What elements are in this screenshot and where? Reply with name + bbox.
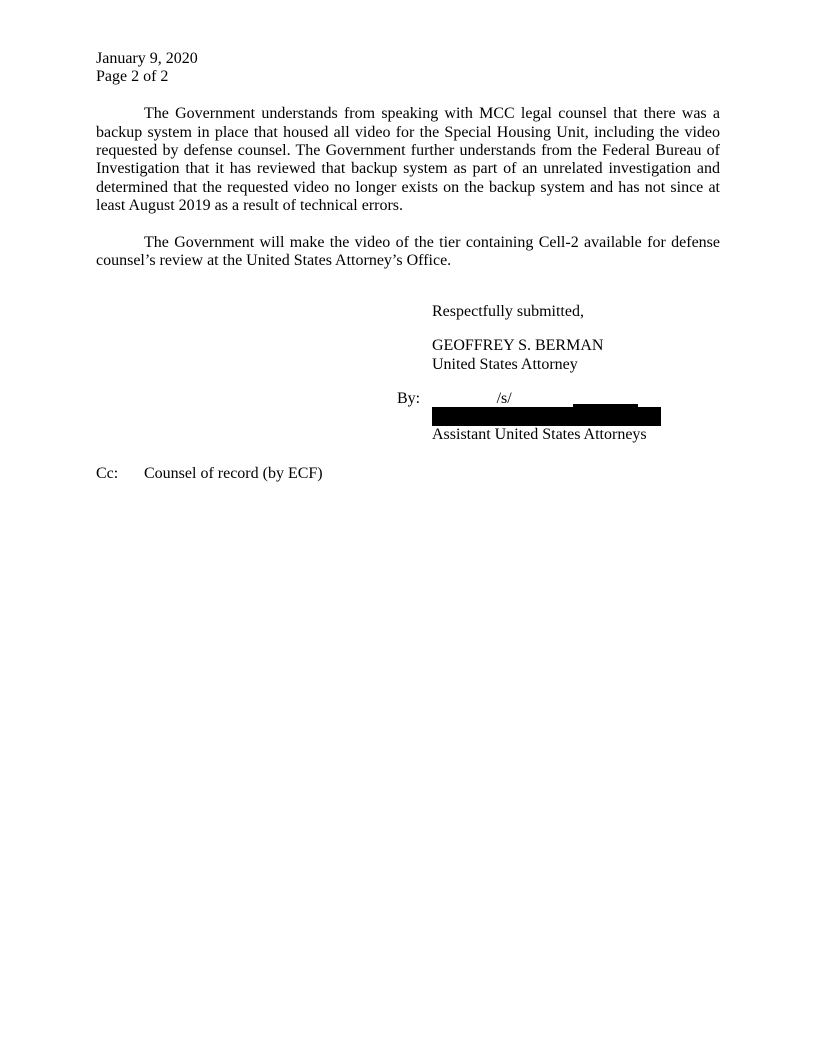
body-paragraph-2: The Government will make the video of the tier containing Cell-2 available for defense counsel’s review at the United States Attorney’s Office.: [96, 234, 720, 270]
signers-title: Assistant United States Attorneys: [432, 426, 647, 444]
attorney-name-block: [432, 337, 720, 374]
cc-line: [96, 465, 720, 483]
closing-salutation: Respectfully submitted,: [432, 302, 584, 320]
signature-line: /s/: [432, 390, 576, 409]
header-date: January 9, 2020: [96, 50, 198, 67]
body-paragraph-1: The Government understands from speaking with MCC legal counsel that there was a backup system in place that housed all video for the Special Housing Unit, including the video requested by defense counsel. The Government further understands from the Federal Bureau of Investigation that it has reviewed that backup system as part of an unrelated investigation and determined that the requested video no longer exists on the backup system and has not since at least August 2019 as a result of technical errors.: [96, 105, 720, 215]
header-page-number: Page 2 of 2: [96, 68, 169, 86]
cc-value: Counsel of record (by ECF): [144, 464, 323, 482]
cc-label: Cc:: [96, 464, 119, 482]
by-label: By:: [397, 390, 421, 408]
redaction-bar: [432, 407, 661, 426]
attorney-title: United States Attorney: [432, 355, 578, 373]
attorney-name: GEOFFREY S. BERMAN: [432, 337, 604, 355]
